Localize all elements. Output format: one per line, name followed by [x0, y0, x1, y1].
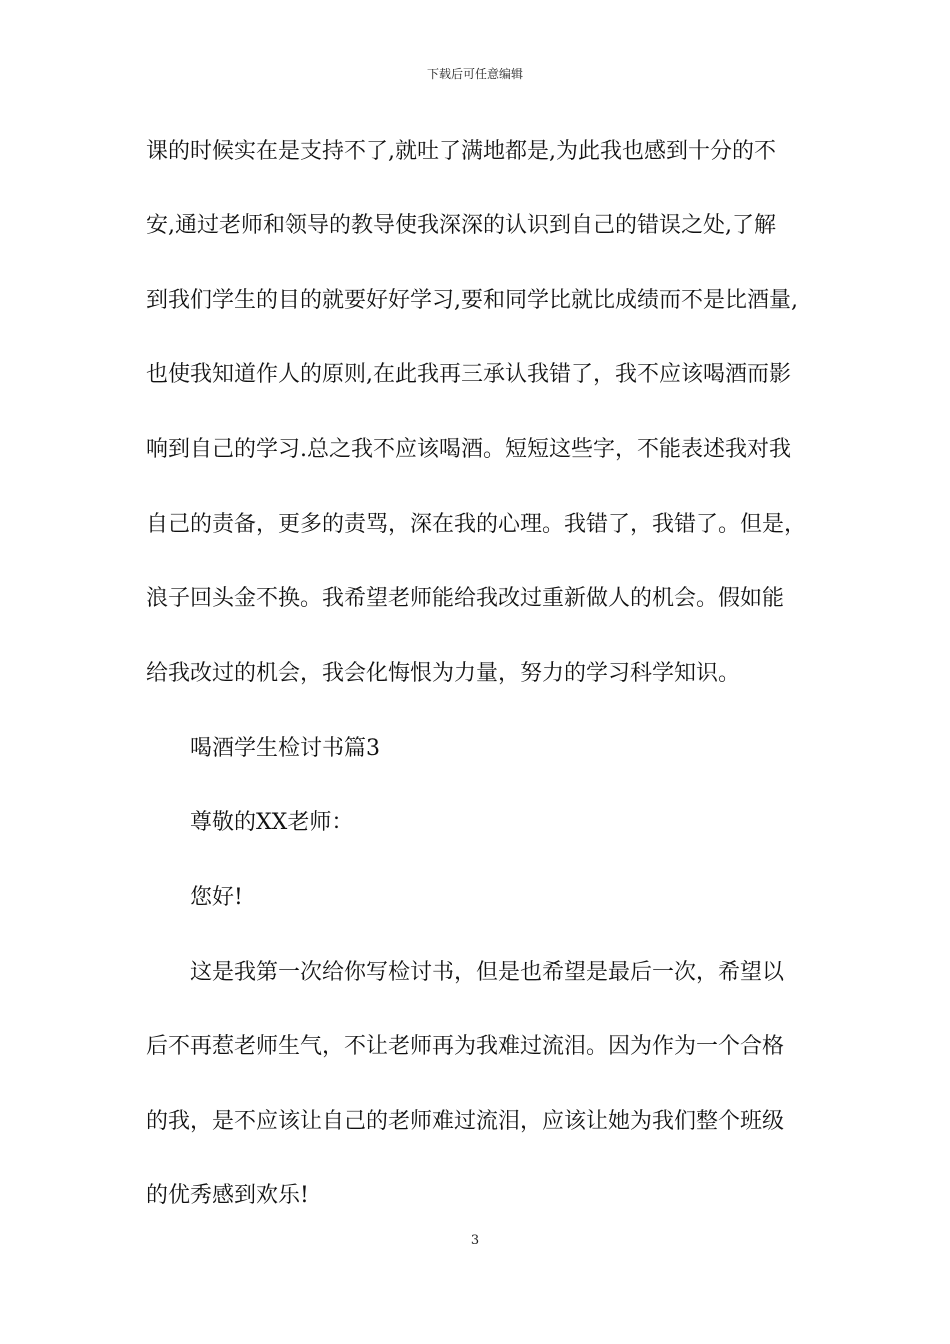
body-line: 自己的责备，更多的责骂，深在我的心理。我错了，我错了。但是， [146, 512, 807, 537]
body-line: 的优秀感到欢乐! [146, 1183, 309, 1208]
page-header: 下载后可任意编辑 [426, 67, 523, 81]
body-line: 安,通过老师和领导的教导使我深深的认识到自己的错误之处,了解 [146, 213, 776, 238]
body-line: 响到自己的学习.总之我不应该喝酒。短短这些字，不能表述我对我 [146, 437, 791, 462]
body-line: 后不再惹老师生气，不让老师再为我难过流泪。因为作为一个合格 [146, 1034, 785, 1059]
salutation: 尊敬的XX老师： [190, 810, 354, 835]
body-line: 到我们学生的目的就要好好学习,要和同学比就比成绩而不是比酒量, [146, 288, 798, 313]
body-line: 的我，是不应该让自己的老师难过流泪，应该让她为我们整个班级 [146, 1109, 785, 1134]
section-heading: 喝酒学生检讨书篇3 [190, 736, 380, 761]
greeting: 您好! [190, 885, 243, 910]
body-line: 也使我知道作人的原则,在此我再三承认我错了，我不应该喝酒而影 [146, 362, 791, 387]
page-number: 3 [470, 1233, 480, 1248]
body-line: 给我改过的机会，我会化悔恨为力量，努力的学习科学知识。 [146, 661, 741, 686]
body-line: 浪子回头金不换。我希望老师能给我改过重新做人的机会。假如能 [146, 586, 785, 611]
body-line: 这是我第一次给你写检讨书，但是也希望是最后一次，希望以 [190, 960, 785, 985]
body-line: 课的时候实在是支持不了,就吐了满地都是,为此我也感到十分的不 [146, 139, 776, 164]
